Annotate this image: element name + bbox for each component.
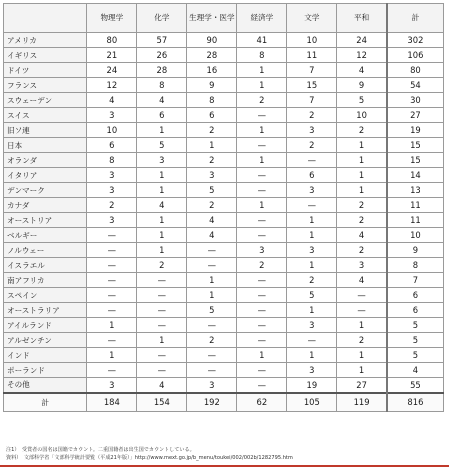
literature-cell: 1 — [287, 228, 337, 243]
header-total: 計 — [387, 4, 444, 33]
chemistry-cell: 4 — [137, 93, 187, 108]
peace-cell: 1 — [337, 168, 387, 183]
country-cell: アメリカ — [4, 33, 87, 48]
table-body — [4, 33, 444, 412]
physiology-medicine-cell: — — [187, 318, 237, 333]
peace-cell: 1 — [337, 138, 387, 153]
literature-cell: 1 — [287, 258, 337, 273]
total-cell: 15 — [387, 138, 444, 153]
chemistry-cell: 1 — [137, 243, 187, 258]
physiology-medicine-cell: 5 — [187, 303, 237, 318]
table-row — [4, 288, 444, 303]
chemistry-cell: — — [137, 318, 187, 333]
physics-cell: 3 — [87, 168, 137, 183]
peace-cell: 2 — [337, 333, 387, 348]
country-cell: デンマーク — [4, 183, 87, 198]
table-row — [4, 198, 444, 213]
chemistry-cell: — — [137, 303, 187, 318]
economics-cell: 1 — [237, 78, 287, 93]
literature-cell: 3 — [287, 363, 337, 378]
total-peace-cell: 119 — [337, 393, 387, 412]
economics-cell: 1 — [237, 63, 287, 78]
table-row — [4, 348, 444, 363]
physiology-medicine-cell: 8 — [187, 93, 237, 108]
total-cell: 27 — [387, 108, 444, 123]
footnote-note: 注1） 受賞者の国名は国籍でカウント。二重国籍者は出生国でカウントしている。 — [6, 447, 195, 453]
economics-cell: — — [237, 318, 287, 333]
physiology-medicine-cell: 28 — [187, 48, 237, 63]
economics-cell: — — [237, 168, 287, 183]
total-row — [4, 393, 444, 412]
chemistry-cell: 1 — [137, 228, 187, 243]
physiology-medicine-cell: 4 — [187, 213, 237, 228]
physiology-medicine-cell: 90 — [187, 33, 237, 48]
country-cell: オランダ — [4, 153, 87, 168]
total-cell: 30 — [387, 93, 444, 108]
physics-cell: — — [87, 333, 137, 348]
total-cell: 106 — [387, 48, 444, 63]
chemistry-cell: 8 — [137, 78, 187, 93]
economics-cell: — — [237, 378, 287, 393]
chemistry-cell: — — [137, 273, 187, 288]
economics-cell: — — [237, 183, 287, 198]
table-row — [4, 333, 444, 348]
physics-cell: — — [87, 273, 137, 288]
economics-cell: — — [237, 303, 287, 318]
table-header-row — [4, 4, 444, 33]
peace-cell: 2 — [337, 198, 387, 213]
physiology-medicine-cell: 2 — [187, 198, 237, 213]
chemistry-cell: — — [137, 348, 187, 363]
literature-cell: — — [287, 333, 337, 348]
physiology-medicine-cell: 1 — [187, 138, 237, 153]
table-row — [4, 138, 444, 153]
total-cell: 5 — [387, 333, 444, 348]
total-cell: 7 — [387, 273, 444, 288]
physics-cell: — — [87, 288, 137, 303]
economics-cell: — — [237, 288, 287, 303]
header-economics: 経済学 — [237, 4, 287, 33]
physiology-medicine-cell: 1 — [187, 288, 237, 303]
table-row — [4, 63, 444, 78]
economics-cell: 3 — [237, 243, 287, 258]
total-cell: 5 — [387, 348, 444, 363]
country-cell: オーストリア — [4, 213, 87, 228]
chemistry-cell: 1 — [137, 333, 187, 348]
peace-cell: 4 — [337, 63, 387, 78]
economics-cell: 2 — [237, 258, 287, 273]
country-cell: スイス — [4, 108, 87, 123]
table-row — [4, 273, 444, 288]
literature-cell: 15 — [287, 78, 337, 93]
country-cell: ノルウェー — [4, 243, 87, 258]
chemistry-cell: 1 — [137, 123, 187, 138]
table-row — [4, 153, 444, 168]
physiology-medicine-cell: 9 — [187, 78, 237, 93]
total-physiology-medicine-cell: 192 — [187, 393, 237, 412]
physics-cell: 3 — [87, 108, 137, 123]
economics-cell: — — [237, 363, 287, 378]
literature-cell: 10 — [287, 33, 337, 48]
country-cell: イタリア — [4, 168, 87, 183]
total-physics-cell: 184 — [87, 393, 137, 412]
country-cell: 旧ソ連 — [4, 123, 87, 138]
total-cell: 11 — [387, 198, 444, 213]
chemistry-cell: 6 — [137, 108, 187, 123]
country-cell: 日本 — [4, 138, 87, 153]
total-cell: 10 — [387, 228, 444, 243]
table-row — [4, 378, 444, 393]
economics-cell: — — [237, 333, 287, 348]
chemistry-cell: — — [137, 363, 187, 378]
physics-cell: 3 — [87, 378, 137, 393]
physiology-medicine-cell: 4 — [187, 228, 237, 243]
literature-cell: 3 — [287, 318, 337, 333]
physics-cell: 3 — [87, 213, 137, 228]
physiology-medicine-cell: 16 — [187, 63, 237, 78]
physiology-medicine-cell: 2 — [187, 153, 237, 168]
physics-cell: — — [87, 303, 137, 318]
country-cell: ポーランド — [4, 363, 87, 378]
physiology-medicine-cell: — — [187, 243, 237, 258]
total-cell: 11 — [387, 213, 444, 228]
physics-cell: — — [87, 228, 137, 243]
table-row — [4, 258, 444, 273]
total-cell: 15 — [387, 153, 444, 168]
physics-cell: 4 — [87, 93, 137, 108]
total-cell: 19 — [387, 123, 444, 138]
literature-cell: 6 — [287, 168, 337, 183]
nobel-laureates-table — [3, 3, 444, 412]
physiology-medicine-cell: 2 — [187, 123, 237, 138]
physics-cell: 3 — [87, 183, 137, 198]
total-cell: 4 — [387, 363, 444, 378]
economics-cell: 1 — [237, 153, 287, 168]
header-peace: 平和 — [337, 4, 387, 33]
physics-cell: — — [87, 363, 137, 378]
economics-cell: 1 — [237, 348, 287, 363]
table-row — [4, 123, 444, 138]
footnote-source: 資料） 文部科学省「文部科学統計要覧（平成21年版）」http://www.mext.go.jp/b_menu/toukei/002/002b/1282795.htm — [6, 455, 293, 461]
table-row — [4, 303, 444, 318]
physics-cell: 24 — [87, 63, 137, 78]
table-row — [4, 48, 444, 63]
literature-cell: 3 — [287, 183, 337, 198]
physiology-medicine-cell: 6 — [187, 108, 237, 123]
physics-cell: 1 — [87, 348, 137, 363]
total-chemistry-cell: 154 — [137, 393, 187, 412]
peace-cell: 1 — [337, 183, 387, 198]
chemistry-cell: 3 — [137, 153, 187, 168]
economics-cell: 1 — [237, 198, 287, 213]
literature-cell: 1 — [287, 348, 337, 363]
physiology-medicine-cell: 2 — [187, 333, 237, 348]
physics-cell: 10 — [87, 123, 137, 138]
total-cell: 6 — [387, 303, 444, 318]
economics-cell: 1 — [237, 123, 287, 138]
country-cell: ベルギー — [4, 228, 87, 243]
literature-cell: 3 — [287, 123, 337, 138]
literature-cell: 7 — [287, 93, 337, 108]
country-cell: スウェーデン — [4, 93, 87, 108]
physiology-medicine-cell: 3 — [187, 168, 237, 183]
table-row — [4, 183, 444, 198]
literature-cell: — — [287, 153, 337, 168]
chemistry-cell: 1 — [137, 213, 187, 228]
peace-cell: — — [337, 303, 387, 318]
table-row — [4, 243, 444, 258]
peace-cell: — — [337, 288, 387, 303]
physiology-medicine-cell: — — [187, 348, 237, 363]
chemistry-cell: 57 — [137, 33, 187, 48]
literature-cell: 1 — [287, 303, 337, 318]
country-cell: カナダ — [4, 198, 87, 213]
physics-cell: — — [87, 243, 137, 258]
chemistry-cell: 1 — [137, 183, 187, 198]
header-physics: 物理学 — [87, 4, 137, 33]
country-cell: オーストラリア — [4, 303, 87, 318]
total-cell: 54 — [387, 78, 444, 93]
table-row — [4, 213, 444, 228]
peace-cell: 2 — [337, 123, 387, 138]
peace-cell: 3 — [337, 258, 387, 273]
economics-cell: 2 — [237, 93, 287, 108]
physics-cell: 8 — [87, 153, 137, 168]
country-cell: アイルランド — [4, 318, 87, 333]
physics-cell: — — [87, 258, 137, 273]
chemistry-cell: 2 — [137, 258, 187, 273]
chemistry-cell: 1 — [137, 168, 187, 183]
table-row — [4, 108, 444, 123]
country-cell: インド — [4, 348, 87, 363]
chemistry-cell: 4 — [137, 378, 187, 393]
economics-cell: 41 — [237, 33, 287, 48]
country-cell: その他 — [4, 378, 87, 393]
table-row — [4, 93, 444, 108]
physiology-medicine-cell: — — [187, 363, 237, 378]
total-economics-cell: 62 — [237, 393, 287, 412]
economics-cell: — — [237, 228, 287, 243]
peace-cell: 12 — [337, 48, 387, 63]
total-cell: 302 — [387, 33, 444, 48]
physics-cell: 21 — [87, 48, 137, 63]
physics-cell: 1 — [87, 318, 137, 333]
table-row — [4, 33, 444, 48]
peace-cell: 27 — [337, 378, 387, 393]
peace-cell: 1 — [337, 348, 387, 363]
header-country — [4, 4, 87, 33]
literature-cell: 5 — [287, 288, 337, 303]
header-literature: 文学 — [287, 4, 337, 33]
economics-cell: — — [237, 213, 287, 228]
physics-cell: 80 — [87, 33, 137, 48]
total-cell: 55 — [387, 378, 444, 393]
literature-cell: 7 — [287, 63, 337, 78]
literature-cell: 19 — [287, 378, 337, 393]
peace-cell: 9 — [337, 78, 387, 93]
country-cell: 南アフリカ — [4, 273, 87, 288]
peace-cell: 2 — [337, 243, 387, 258]
country-cell: ドイツ — [4, 63, 87, 78]
peace-cell: 10 — [337, 108, 387, 123]
peace-cell: 5 — [337, 93, 387, 108]
country-cell: イギリス — [4, 48, 87, 63]
total-literature-cell: 105 — [287, 393, 337, 412]
peace-cell: 1 — [337, 153, 387, 168]
physiology-medicine-cell: 3 — [187, 378, 237, 393]
table-row — [4, 228, 444, 243]
literature-cell: 11 — [287, 48, 337, 63]
table-row — [4, 318, 444, 333]
country-cell: イスラエル — [4, 258, 87, 273]
bottom-rule — [0, 465, 449, 467]
total-cell: 80 — [387, 63, 444, 78]
peace-cell: 1 — [337, 318, 387, 333]
total-cell: 6 — [387, 288, 444, 303]
peace-cell: 4 — [337, 228, 387, 243]
chemistry-cell: 5 — [137, 138, 187, 153]
chemistry-cell: 28 — [137, 63, 187, 78]
economics-cell: 8 — [237, 48, 287, 63]
chemistry-cell: — — [137, 288, 187, 303]
country-cell: フランス — [4, 78, 87, 93]
total-label: 計 — [4, 393, 87, 412]
footnotes — [6, 446, 446, 462]
literature-cell: 2 — [287, 138, 337, 153]
literature-cell: 2 — [287, 273, 337, 288]
physiology-medicine-cell: 1 — [187, 273, 237, 288]
header-physiology-medicine: 生理学・医学 — [187, 4, 237, 33]
peace-cell: 24 — [337, 33, 387, 48]
chemistry-cell: 4 — [137, 198, 187, 213]
total-total-cell: 816 — [387, 393, 444, 412]
physics-cell: 6 — [87, 138, 137, 153]
economics-cell: — — [237, 108, 287, 123]
total-cell: 13 — [387, 183, 444, 198]
literature-cell: 3 — [287, 243, 337, 258]
total-cell: 8 — [387, 258, 444, 273]
chemistry-cell: 26 — [137, 48, 187, 63]
peace-cell: 1 — [337, 363, 387, 378]
total-cell: 14 — [387, 168, 444, 183]
table-row — [4, 168, 444, 183]
country-cell: アルゼンチン — [4, 333, 87, 348]
physics-cell: 12 — [87, 78, 137, 93]
table-row — [4, 363, 444, 378]
literature-cell: 2 — [287, 108, 337, 123]
header-chemistry: 化学 — [137, 4, 187, 33]
table-row — [4, 78, 444, 93]
physics-cell: 2 — [87, 198, 137, 213]
peace-cell: 2 — [337, 213, 387, 228]
economics-cell: — — [237, 273, 287, 288]
physiology-medicine-cell: — — [187, 258, 237, 273]
literature-cell: 1 — [287, 213, 337, 228]
literature-cell: — — [287, 198, 337, 213]
peace-cell: 4 — [337, 273, 387, 288]
total-cell: 9 — [387, 243, 444, 258]
country-cell: スペイン — [4, 288, 87, 303]
total-cell: 5 — [387, 318, 444, 333]
physiology-medicine-cell: 5 — [187, 183, 237, 198]
economics-cell: — — [237, 138, 287, 153]
